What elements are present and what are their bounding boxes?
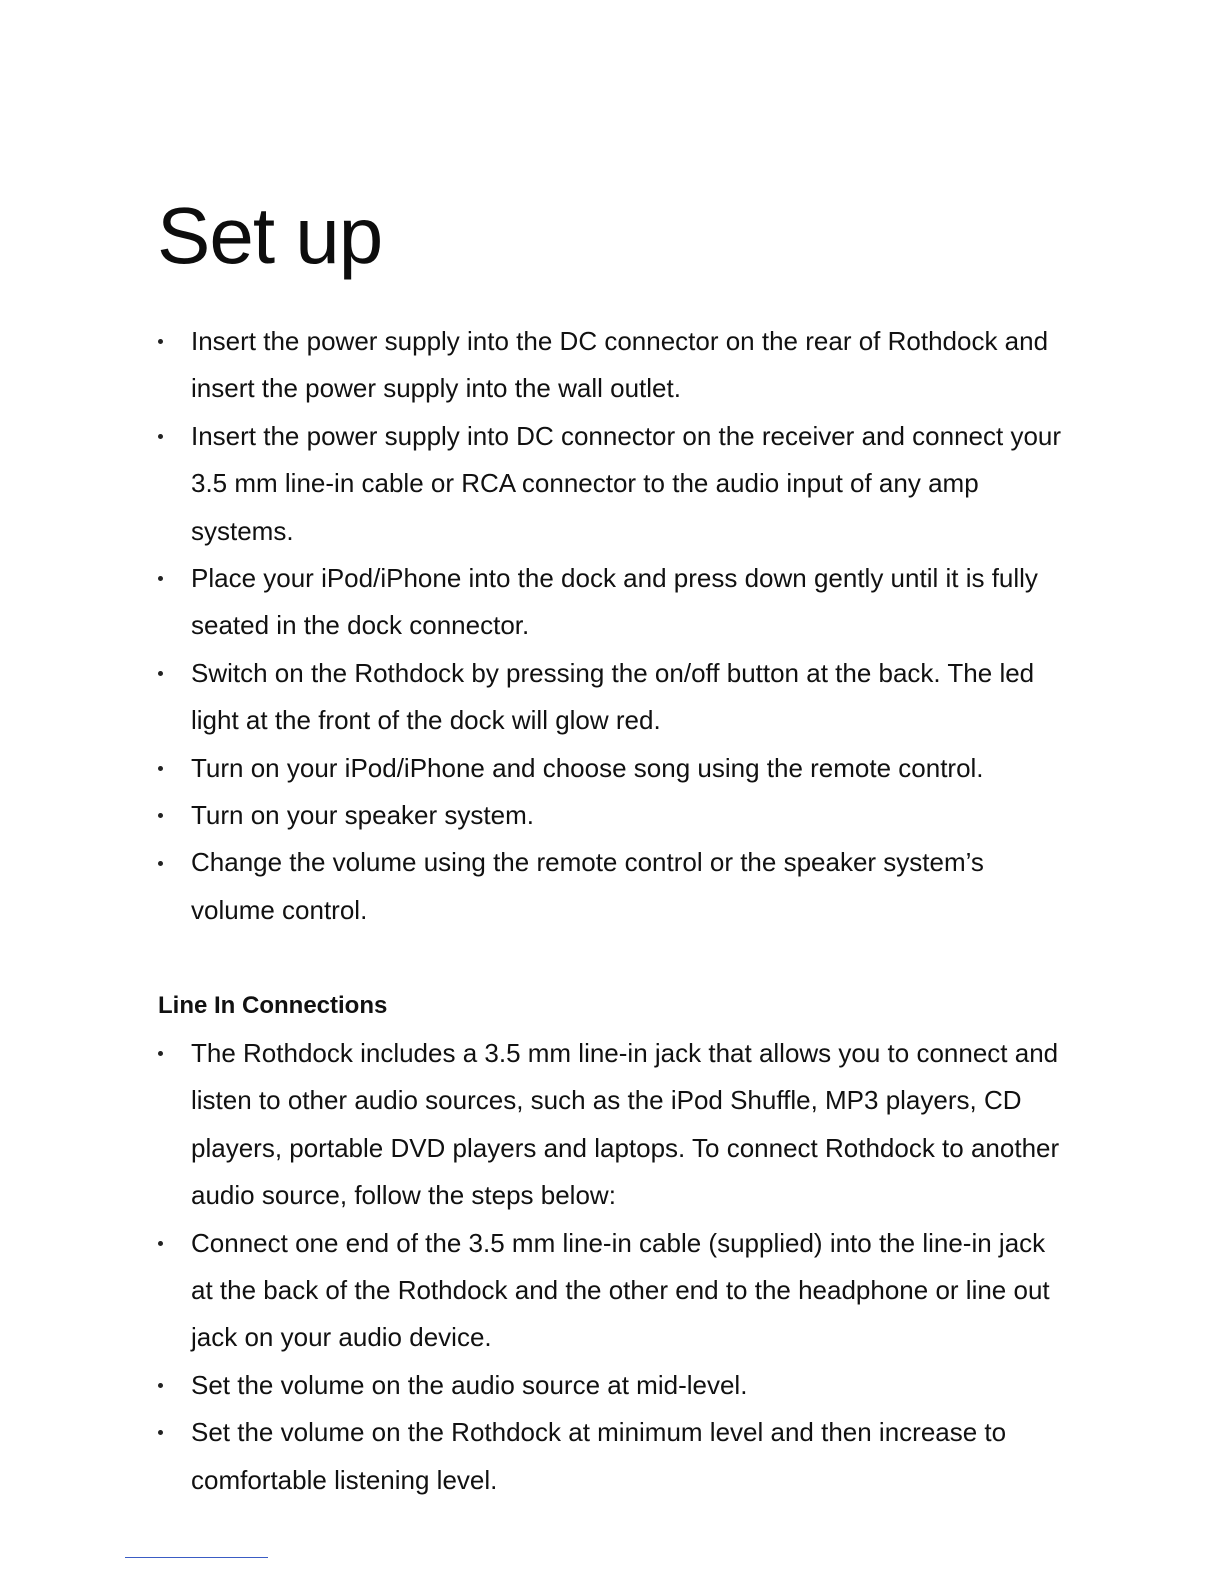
bullet-icon xyxy=(158,1409,168,1456)
list-item xyxy=(158,650,1068,745)
list-item xyxy=(158,413,1068,555)
list-item xyxy=(158,1409,1068,1504)
setup-steps-list xyxy=(158,318,1068,934)
bullet-icon xyxy=(158,745,168,792)
list-item-text: Place your iPod/iPhone into the dock and press down gently until it is fully seated in the dock connector. xyxy=(191,563,1038,641)
list-item-text: Turn on your iPod/iPhone and choose song using the remote control. xyxy=(191,752,984,783)
list-item-text: Set the volume on the Rothdock at minimum level and then increase to comfortable listening level. xyxy=(191,1417,1007,1495)
page-title: Set up xyxy=(157,191,383,280)
list-item xyxy=(158,792,1068,839)
list-item xyxy=(158,839,1068,934)
list-item-text: The Rothdock includes a 3.5 mm line-in jack that allows you to connect and listen to other audio sources, such as the iPod Shuffle, MP3 players, CD players, portable DVD players and laptops. To connect Rothdock to another audio source, follow the steps below: xyxy=(191,1038,1060,1211)
footnote-divider xyxy=(125,1557,268,1558)
list-item xyxy=(158,1030,1068,1220)
list-item-text: Insert the power supply into the DC connector on the rear of Rothdock and insert the power supply into the wall outlet. xyxy=(191,326,1049,404)
section-heading-line-in: Line In Connections xyxy=(158,992,388,1019)
list-item xyxy=(158,555,1068,650)
list-item-text: Turn on your speaker system. xyxy=(191,800,534,831)
list-item-text: Change the volume using the remote control or the speaker system’s volume control. xyxy=(191,847,984,925)
list-item-text: Connect one end of the 3.5 mm line-in cable (supplied) into the line-in jack at the back of the Rothdock and the other end to the headphone or line out jack on your audio device. xyxy=(191,1227,1050,1353)
list-item xyxy=(158,745,1068,792)
list-item-text: Switch on the Rothdock by pressing the on/off button at the back. The led light at the front of the dock will glow red. xyxy=(191,657,1035,736)
bullet-icon xyxy=(158,555,168,602)
bullet-icon xyxy=(158,650,168,697)
list-item-text: Set the volume on the audio source at mid-level. xyxy=(191,1369,748,1400)
bullet-icon xyxy=(158,1362,168,1409)
bullet-icon xyxy=(158,1220,168,1267)
bullet-icon xyxy=(158,1030,168,1077)
list-item-text: Insert the power supply into DC connector on the receiver and connect your 3.5 mm line-in cable or RCA connector to the audio input of any amp systems. xyxy=(191,420,1062,546)
bullet-icon xyxy=(158,318,168,365)
bullet-icon xyxy=(158,839,168,886)
list-item xyxy=(158,1220,1068,1362)
list-item xyxy=(158,318,1068,413)
bullet-icon xyxy=(158,792,168,839)
bullet-icon xyxy=(158,413,168,460)
list-item xyxy=(158,1362,1068,1409)
line-in-steps-list xyxy=(158,1030,1068,1504)
